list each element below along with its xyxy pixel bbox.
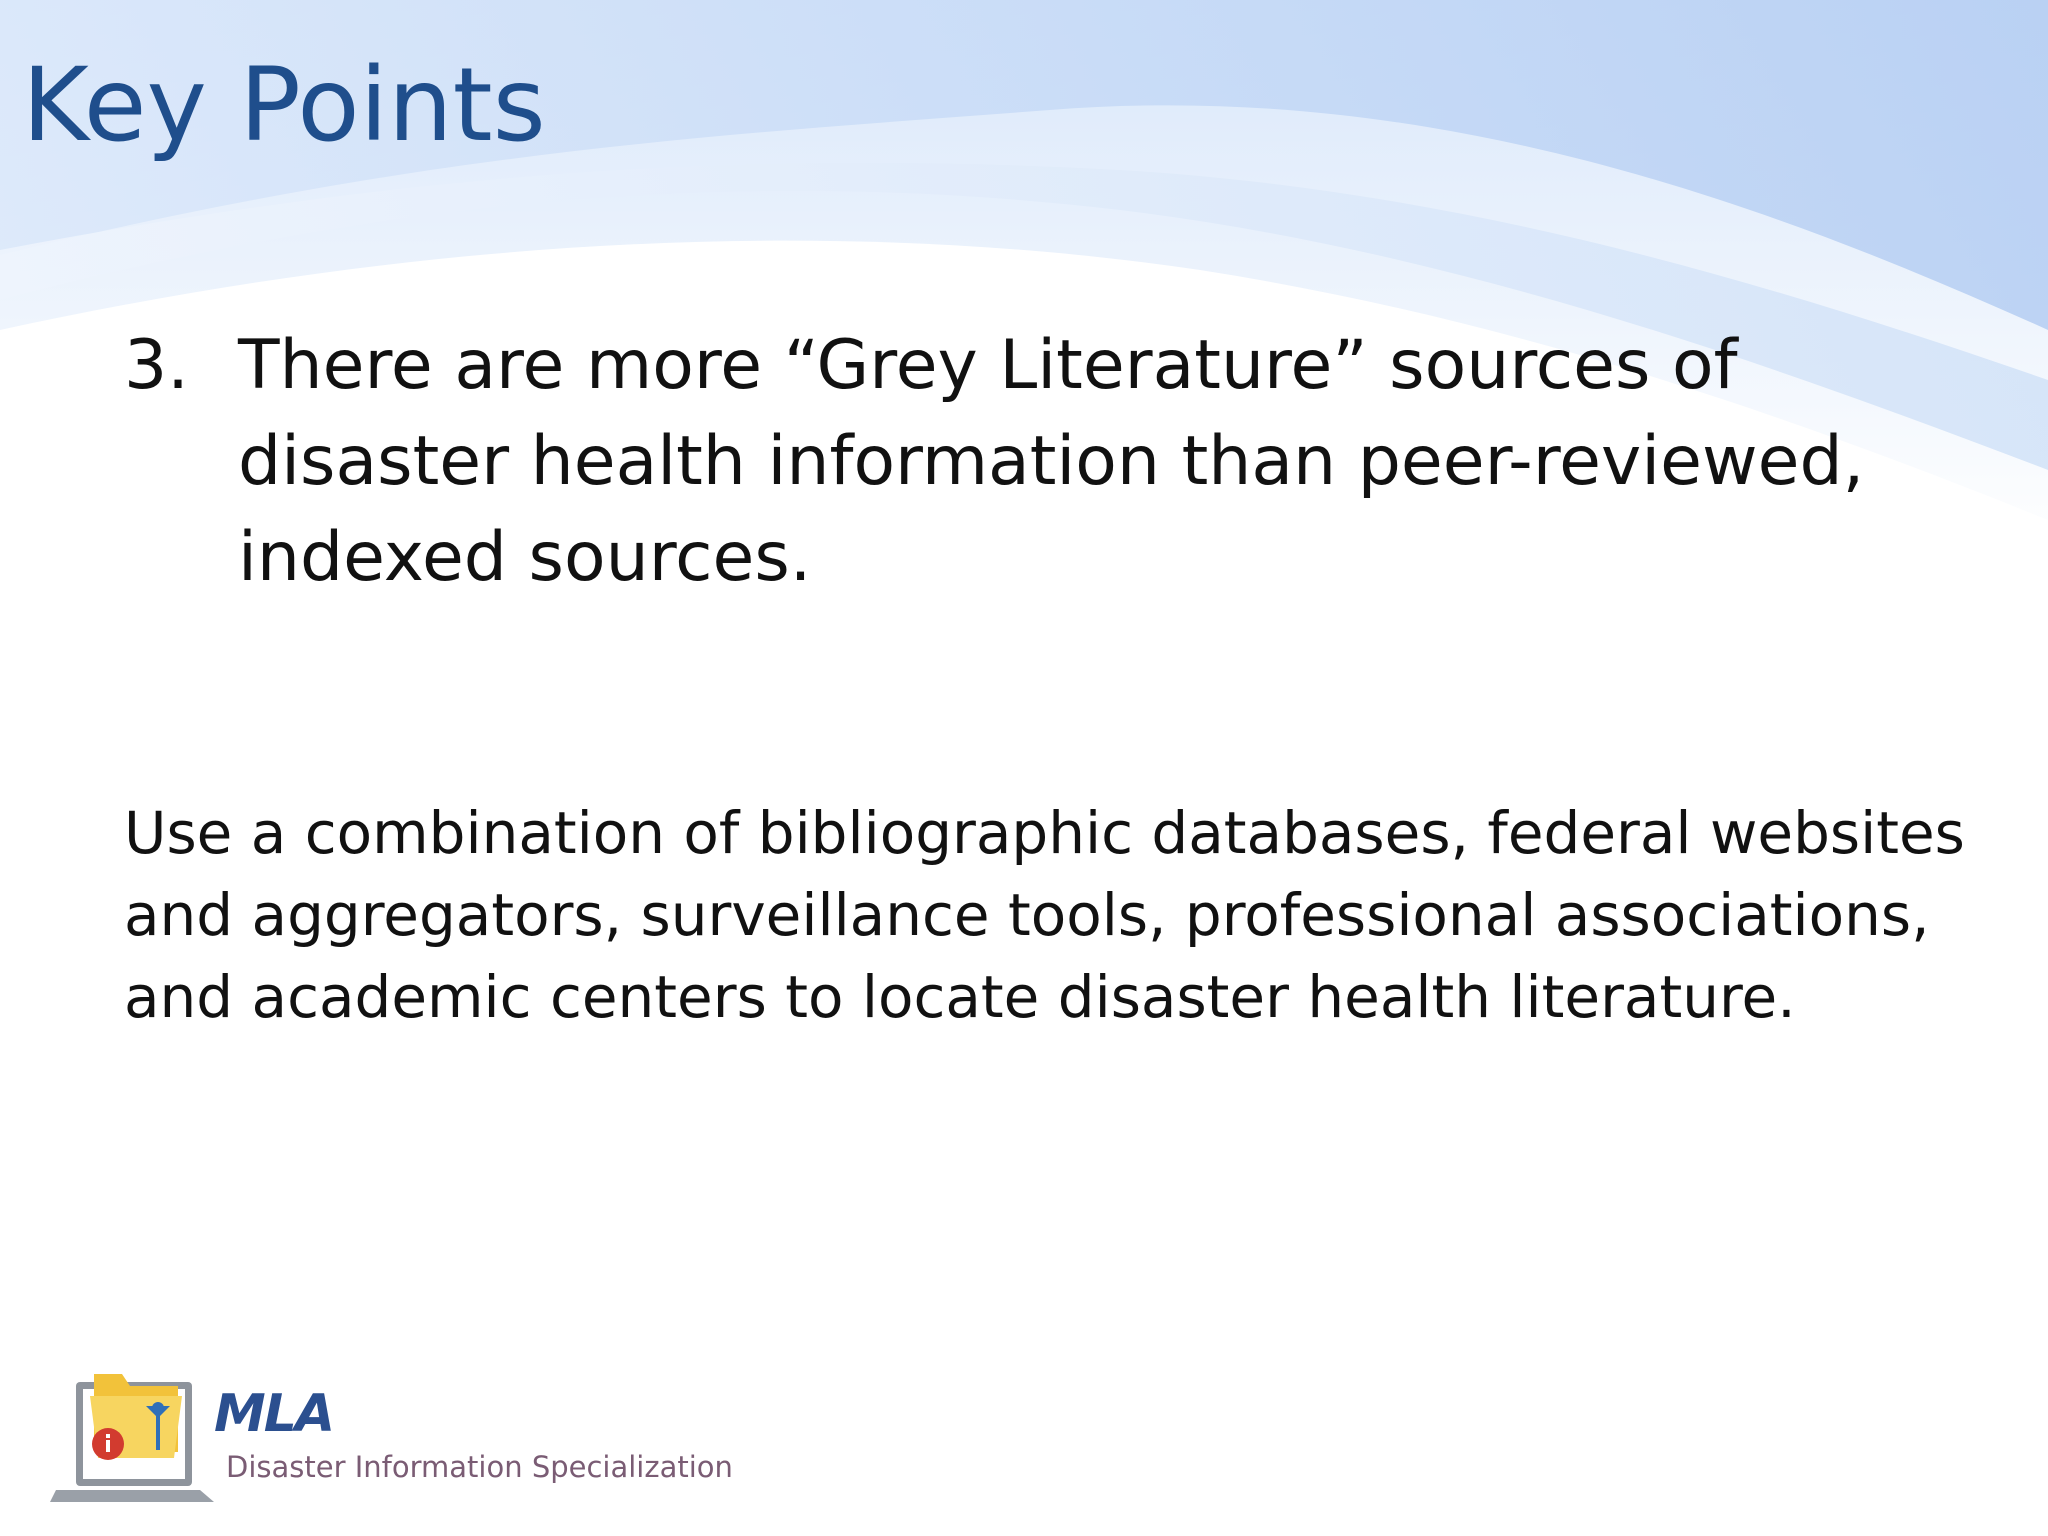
slide-title: Key Points	[22, 46, 546, 165]
logo-wordmark: MLA	[214, 1384, 334, 1444]
logo-subtitle: Disaster Information Specialization	[226, 1450, 733, 1484]
mla-logo	[50, 1352, 750, 1512]
summary-paragraph: Use a combination of bibliographic databases, federal websites and aggregators, surveillance tools, professional associations, and academic centers to locate disaster health literature.	[124, 799, 1965, 1031]
point-text: There are more “Grey Literature” sources of disaster health information than peer-reviewed, indexed sources.	[238, 326, 1865, 597]
laptop-folder-icon	[50, 1352, 220, 1512]
point-number: 3.	[124, 326, 189, 405]
